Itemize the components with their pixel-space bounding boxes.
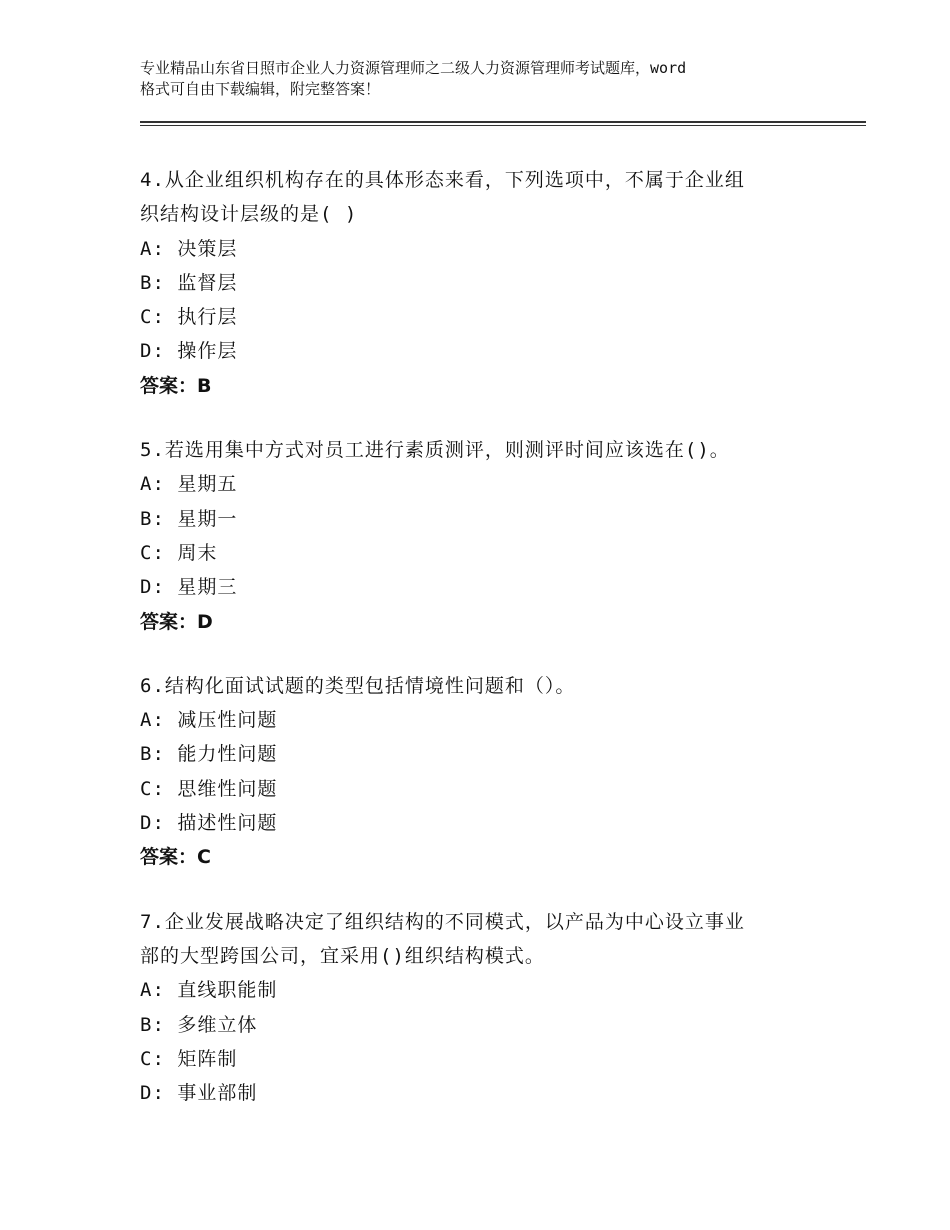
option-a: A: 减压性问题	[140, 709, 278, 732]
question-list	[140, 163, 840, 1140]
question-text-line: 5.若选用集中方式对员工进行素质测评，则测评时间应该选在()。	[140, 439, 730, 462]
question-text-line: 织结构设计层级的是( )	[140, 203, 358, 226]
answer: 答案：C	[140, 846, 211, 869]
question-5	[140, 433, 840, 639]
answer: 答案：B	[140, 374, 212, 397]
option-d: D: 描述性问题	[140, 812, 278, 835]
option-a: A: 决策层	[140, 237, 238, 260]
question-text-line: 6.结构化面试试题的类型包括情境性问题和（）。	[140, 674, 576, 697]
header-line-1: 专业精品山东省日照市企业人力资源管理师之二级人力资源管理师考试题库，word	[140, 59, 687, 77]
question-text	[140, 669, 840, 703]
header-divider-thin	[140, 125, 866, 126]
header-divider-thick	[140, 121, 866, 123]
question-7	[140, 905, 840, 1111]
option-c: C: 执行层	[140, 306, 238, 329]
question-6	[140, 669, 840, 875]
answer: 答案：D	[140, 610, 213, 633]
option-b: B: 多维立体	[140, 1013, 258, 1036]
option-d: D: 事业部制	[140, 1082, 258, 1105]
question-4	[140, 163, 840, 403]
option-d: D: 操作层	[140, 340, 238, 363]
option-a: A: 直线职能制	[140, 979, 278, 1002]
option-b: B: 星期一	[140, 507, 238, 530]
question-text-line: 部的大型跨国公司，宜采用()组织结构模式。	[140, 944, 545, 967]
question-text	[140, 905, 840, 974]
question-text-line: 4.从企业组织机构存在的具体形态来看，下列选项中，不属于企业组	[140, 169, 745, 191]
option-c: C: 思维性问题	[140, 777, 278, 800]
option-c: C: 周末	[140, 541, 218, 564]
document-header	[140, 58, 840, 100]
question-text	[140, 433, 840, 467]
option-b: B: 监督层	[140, 271, 238, 294]
option-d: D: 星期三	[140, 576, 238, 599]
option-b: B: 能力性问题	[140, 743, 278, 766]
option-a: A: 星期五	[140, 473, 238, 496]
header-line-2: 格式可自由下载编辑，附完整答案！	[140, 80, 381, 98]
option-c: C: 矩阵制	[140, 1047, 238, 1070]
question-text-line: 7.企业发展战略决定了组织结构的不同模式，以产品为中心设立事业	[140, 910, 745, 933]
question-text	[140, 163, 840, 232]
